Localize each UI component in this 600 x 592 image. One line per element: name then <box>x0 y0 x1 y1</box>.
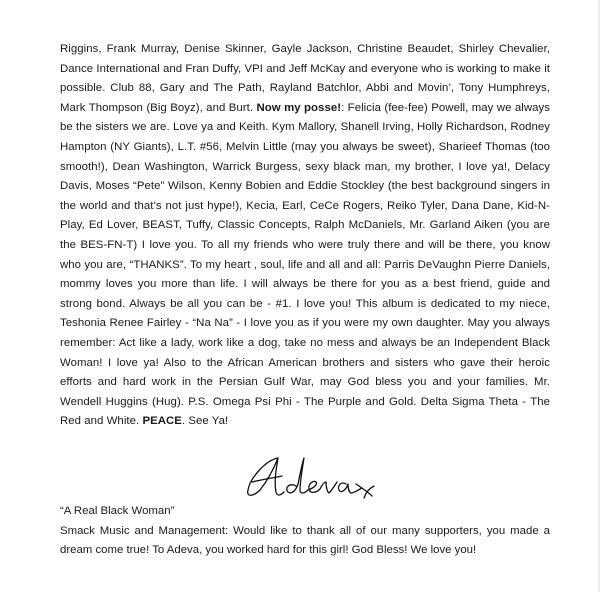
thanks-text-part-3: . See Ya! <box>181 415 229 428</box>
thank-you-paragraph <box>60 40 550 432</box>
peace-word: PEACE <box>142 415 182 428</box>
closing-quote: “A Real Black Woman” <box>60 505 175 517</box>
thanks-text-part-2: : Felicia (fee-fee) Powell, may we always be the sisters we are. Love ya and Keith. Kym Mallory, Shanell Irving, Holly Richardson, Rodney Hampton (NY Giants), L.T. #56, Melvin Little (may you always be sweet), Sharieef Thomas (too smooth!), Dean Washington, Warrick Burgess, sexy black man, my brother, I love ya!, Delacy Davis, Moses “Pete” Wilson, Kenny Bobien and Eddie Stockley (the best background singers in the world and that’s not just hype!), Kecia, Earl, CeCe Rogers, Reiko Tyler, Dana Dane, Kid-N-Play, Ed Lover, BEAST, Tuffy, Classic Concepts, Ralph McDaniels, Mr. Garland Aiken (you are the BES-FN-T) I love you. To all my friends who were truly there and will be there, you know who you are, “THANKS”. To my heart , soul, life and all and all: Parris DeVaughn Pierre Daniels, mommy loves you more than life. I will always be there for you as a best friend, guide and strong bond. Always be all you can be - #1. I love you! This album is dedicated to my niece, Teshonia Renee Fairley - “Na Na” - I love you as if you were my own daughter. May you always remember: Act like a lady, work like a dog, take no mess and always be an Independent Black Woman! I love ya! Also to the African American brothers and sisters who gave their heroic efforts and hard work in the Persian Gulf War, may God bless you and your families. Mr. Wendell Huggins (Hug). P.S. Omega Psi Phi - The Purple and Gold. Delta Sigma Theta - The Red and White. <box>60 101 550 428</box>
posse-heading: Now my posse! <box>256 101 342 114</box>
thanks-text-part-1: Riggins, Frank Murray, Denise Skinner, Gayle Jackson, Christine Beaudet, Shirley Chevalier, Dance International and Fran Duffy, VPI and Jeff McKay and everyone who is working to make it possible. Club 88, Gary and The Path, Rayland Batchlor, Abbi and Movin’, Tony Humphreys, Mark Thompson (Big Boyz), and Burt. <box>60 43 550 114</box>
closing-section <box>60 502 550 561</box>
management-thanks: Smack Music and Management: Would like to thank all of our many supporters, you made a dream come true! To Adeva, you worked hard for this girl! God Bless! We love you! <box>60 524 550 557</box>
